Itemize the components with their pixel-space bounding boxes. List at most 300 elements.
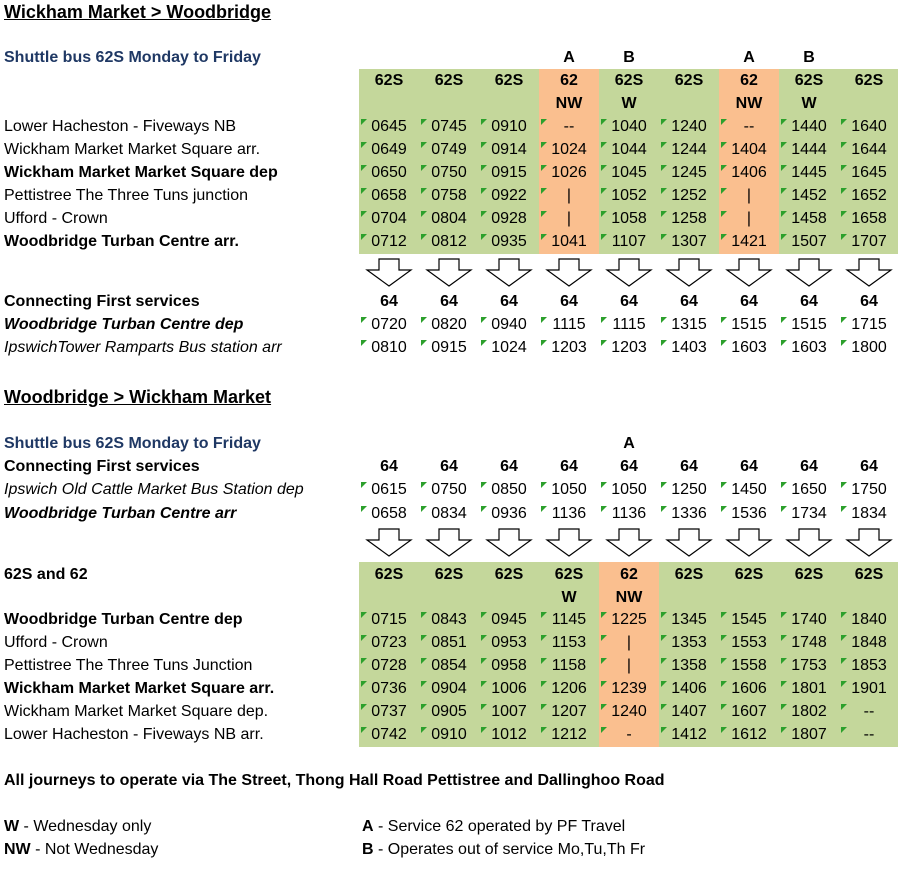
time-cell: 0742: [371, 726, 407, 743]
time-cell: 0928: [491, 210, 527, 227]
stop-name: Pettistree The Three Tuns Junction: [4, 657, 253, 674]
cell-marker: [841, 482, 847, 488]
legend-key: W: [4, 818, 20, 835]
time-cell: 1024: [491, 339, 527, 356]
time-cell: 0834: [431, 505, 467, 522]
time-cell: 1734: [791, 505, 827, 522]
time-cell: 0712: [371, 233, 407, 250]
cell-marker: [781, 188, 787, 194]
time-cell: 0758: [431, 187, 467, 204]
time-cell: 0945: [491, 611, 527, 628]
down-arrow-icon: [365, 528, 413, 558]
time-cell: 0922: [491, 187, 527, 204]
cell-marker: [661, 612, 667, 618]
time-cell: 0750: [431, 481, 467, 498]
time-cell: 1536: [731, 505, 767, 522]
time-cell: 1404: [731, 141, 767, 158]
shuttle-label: 62S and 62: [4, 566, 88, 583]
time-cell: 0915: [431, 339, 467, 356]
time-cell: 1406: [671, 680, 707, 697]
cell-marker: [601, 506, 607, 512]
time-cell: 1024: [551, 141, 587, 158]
service-number: 64: [800, 458, 818, 475]
cell-marker: [661, 317, 667, 323]
cell-marker: [661, 165, 667, 171]
stop-name: Wickham Market Market Square arr.: [4, 680, 275, 697]
time-cell: 1644: [851, 141, 887, 158]
legend-item: [4, 818, 151, 836]
cell-marker: [481, 635, 487, 641]
service-number: 62S: [674, 72, 704, 89]
cell-marker: [481, 612, 487, 618]
time-cell: 0854: [431, 657, 467, 674]
cell-marker: [721, 119, 727, 125]
legend-item: [362, 818, 625, 836]
service-note: NW: [555, 95, 583, 112]
service-number: 62S: [554, 566, 584, 583]
time-cell: 1115: [612, 316, 646, 333]
cell-marker: [841, 165, 847, 171]
time-cell: --: [863, 726, 875, 743]
cell-marker: [721, 727, 727, 733]
time-cell: 1345: [671, 611, 707, 628]
time-cell: 1158: [551, 657, 587, 674]
cell-marker: [841, 142, 847, 148]
time-cell: 1650: [791, 481, 827, 498]
service-note: W: [621, 95, 637, 112]
time-cell: 0936: [491, 505, 527, 522]
cell-marker: [421, 188, 427, 194]
cell-marker: [541, 188, 547, 194]
down-arrow-icon: [485, 258, 533, 288]
time-cell: 1145: [551, 611, 587, 628]
cell-marker: [361, 635, 367, 641]
cell-marker: [481, 340, 487, 346]
time-cell: 1153: [551, 634, 587, 651]
time-cell: 1007: [491, 703, 527, 720]
time-cell: 1012: [491, 726, 527, 743]
cell-marker: [721, 188, 727, 194]
time-cell: 0810: [371, 339, 407, 356]
cell-marker: [361, 211, 367, 217]
cell-marker: [361, 165, 367, 171]
time-cell: 1044: [611, 141, 647, 158]
cell-marker: [841, 635, 847, 641]
time-cell: 0905: [431, 703, 467, 720]
service-note: W: [801, 95, 817, 112]
service-number: 62S: [674, 566, 704, 583]
cell-marker: [361, 506, 367, 512]
stop-name: IpswichTower Ramparts Bus station arr: [4, 339, 282, 356]
service-number: 64: [860, 293, 878, 310]
down-arrow-icon: [785, 258, 833, 288]
time-cell: 1203: [551, 339, 587, 356]
cell-marker: [721, 704, 727, 710]
cell-marker: [781, 211, 787, 217]
cell-marker: [721, 681, 727, 687]
time-cell: 1026: [551, 164, 587, 181]
cell-marker: [661, 658, 667, 664]
cell-marker: [421, 211, 427, 217]
cell-marker: [361, 658, 367, 664]
cell-marker: [481, 727, 487, 733]
time-cell: 1834: [851, 505, 887, 522]
cell-marker: [601, 704, 607, 710]
stop-name: Ipswich Old Cattle Market Bus Station dep: [4, 481, 304, 498]
cell-marker: [661, 234, 667, 240]
cell-marker: [661, 727, 667, 733]
cell-marker: [481, 317, 487, 323]
cell-marker: [541, 211, 547, 217]
footnote-marker: A: [743, 49, 755, 66]
time-cell: 1058: [611, 210, 647, 227]
time-cell: |: [566, 187, 572, 204]
time-cell: 1658: [851, 210, 887, 227]
cell-marker: [661, 681, 667, 687]
cell-marker: [721, 612, 727, 618]
cell-marker: [361, 612, 367, 618]
time-cell: --: [863, 703, 875, 720]
time-cell: 0723: [371, 634, 407, 651]
cell-marker: [601, 635, 607, 641]
service-number: 64: [380, 293, 398, 310]
cell-marker: [361, 317, 367, 323]
cell-marker: [601, 612, 607, 618]
service-number: 64: [620, 293, 638, 310]
time-cell: 1645: [851, 164, 887, 181]
service-number: 62: [740, 72, 758, 89]
cell-marker: [661, 142, 667, 148]
time-cell: 0910: [431, 726, 467, 743]
time-cell: 1115: [552, 316, 586, 333]
time-cell: 0715: [371, 611, 407, 628]
time-cell: 1740: [791, 611, 827, 628]
cell-marker: [781, 658, 787, 664]
time-cell: 0720: [371, 316, 407, 333]
time-cell: 0650: [371, 164, 407, 181]
time-cell: 1421: [731, 233, 767, 250]
cell-marker: [781, 317, 787, 323]
time-cell: 1315: [671, 316, 707, 333]
time-cell: 0658: [371, 187, 407, 204]
cell-marker: [781, 234, 787, 240]
time-cell: 1545: [731, 611, 767, 628]
time-cell: 1250: [671, 481, 707, 498]
time-cell: 1440: [791, 118, 827, 135]
service-number: 62S: [374, 72, 404, 89]
footnote-marker: B: [803, 49, 815, 66]
time-cell: 1853: [851, 657, 887, 674]
down-arrow-icon: [365, 258, 413, 288]
stop-name: Woodbridge Turban Centre arr: [4, 505, 237, 522]
time-cell: 1707: [851, 233, 887, 250]
cell-marker: [841, 681, 847, 687]
time-cell: 1515: [731, 316, 767, 333]
cell-marker: [601, 317, 607, 323]
time-cell: 0820: [431, 316, 467, 333]
cell-marker: [541, 165, 547, 171]
cell-marker: [421, 727, 427, 733]
cell-marker: [781, 119, 787, 125]
time-cell: |: [566, 210, 572, 227]
connecting-label: Connecting First services: [4, 458, 200, 475]
time-cell: 1715: [851, 316, 887, 333]
cell-marker: [601, 681, 607, 687]
time-cell: 1258: [671, 210, 707, 227]
cell-marker: [661, 119, 667, 125]
cell-marker: [601, 658, 607, 664]
down-arrow-icon: [845, 528, 893, 558]
service-note: NW: [615, 589, 643, 606]
cell-marker: [541, 506, 547, 512]
stop-name: Woodbridge Turban Centre arr.: [4, 233, 239, 250]
cell-marker: [781, 165, 787, 171]
time-cell: 0645: [371, 118, 407, 135]
cell-marker: [841, 340, 847, 346]
time-cell: 1252: [671, 187, 707, 204]
cell-marker: [841, 506, 847, 512]
service-number: 64: [680, 293, 698, 310]
time-cell: 1239: [611, 680, 647, 697]
cell-marker: [541, 635, 547, 641]
time-cell: 1353: [671, 634, 707, 651]
cell-marker: [481, 482, 487, 488]
time-cell: 0812: [431, 233, 467, 250]
time-cell: 1452: [791, 187, 827, 204]
cell-marker: [541, 482, 547, 488]
down-arrow-icon: [605, 528, 653, 558]
stop-name: Wickham Market Market Square dep.: [4, 703, 269, 720]
time-cell: 1553: [731, 634, 767, 651]
time-cell: 0910: [491, 118, 527, 135]
time-cell: 0728: [371, 657, 407, 674]
service-number: 64: [680, 458, 698, 475]
down-arrow-icon: [545, 258, 593, 288]
time-cell: 1203: [611, 339, 647, 356]
cell-marker: [421, 658, 427, 664]
cell-marker: [361, 704, 367, 710]
down-arrow-icon: [845, 258, 893, 288]
time-cell: 0649: [371, 141, 407, 158]
service-number: 64: [560, 293, 578, 310]
footnote-marker: A: [623, 435, 635, 452]
time-cell: 1403: [671, 339, 707, 356]
time-cell: 0915: [491, 164, 527, 181]
service-note: W: [561, 589, 577, 606]
down-arrow-icon: [545, 528, 593, 558]
down-arrow-icon: [725, 528, 773, 558]
cell-marker: [481, 188, 487, 194]
legend-text: - Not Wednesday: [30, 841, 159, 858]
stop-name: Ufford - Crown: [4, 634, 108, 651]
down-arrow-icon: [425, 258, 473, 288]
cell-marker: [601, 211, 607, 217]
time-cell: 1240: [671, 118, 707, 135]
time-cell: 1041: [551, 233, 587, 250]
service-note: NW: [735, 95, 763, 112]
cell-marker: [601, 482, 607, 488]
time-cell: 0704: [371, 210, 407, 227]
time-cell: 1515: [791, 316, 827, 333]
cell-marker: [541, 612, 547, 618]
cell-marker: [361, 119, 367, 125]
time-cell: 1801: [791, 680, 827, 697]
time-cell: 1050: [611, 481, 647, 498]
service-number: 62S: [494, 566, 524, 583]
time-cell: 1458: [791, 210, 827, 227]
time-cell: 1652: [851, 187, 887, 204]
cell-marker: [841, 211, 847, 217]
time-cell: 0904: [431, 680, 467, 697]
section-title: Wickham Market > Woodbridge: [4, 2, 272, 22]
cell-marker: [481, 506, 487, 512]
time-cell: 1607: [731, 703, 767, 720]
service-number: 64: [440, 293, 458, 310]
service-number: 64: [380, 458, 398, 475]
cell-marker: [361, 482, 367, 488]
cell-marker: [541, 681, 547, 687]
time-cell: 1206: [551, 680, 587, 697]
service-number: 64: [500, 458, 518, 475]
cell-marker: [541, 340, 547, 346]
legend-key: B: [362, 841, 374, 858]
legend-item: [4, 841, 158, 859]
cell-marker: [661, 340, 667, 346]
legend-text: - Service 62 operated by PF Travel: [373, 818, 626, 835]
cell-marker: [361, 188, 367, 194]
time-cell: 1450: [731, 481, 767, 498]
service-number: 62S: [434, 566, 464, 583]
cell-marker: [721, 234, 727, 240]
legend-item: [362, 841, 645, 859]
time-cell: 0843: [431, 611, 467, 628]
cell-marker: [781, 506, 787, 512]
cell-marker: [781, 681, 787, 687]
cell-marker: [421, 234, 427, 240]
time-cell: 1136: [611, 505, 647, 522]
section-subtitle: Shuttle bus 62S Monday to Friday: [4, 49, 261, 66]
cell-marker: [721, 635, 727, 641]
section-subtitle: Shuttle bus 62S Monday to Friday: [4, 435, 261, 452]
cell-marker: [421, 482, 427, 488]
cell-marker: [661, 635, 667, 641]
time-cell: 1840: [851, 611, 887, 628]
time-cell: 1136: [551, 505, 587, 522]
cell-marker: [421, 317, 427, 323]
cell-marker: [841, 727, 847, 733]
service-number: 64: [440, 458, 458, 475]
cell-marker: [601, 727, 607, 733]
time-cell: 0750: [431, 164, 467, 181]
cell-marker: [421, 635, 427, 641]
time-cell: |: [746, 210, 752, 227]
cell-marker: [541, 119, 547, 125]
footnote-marker: B: [623, 49, 635, 66]
time-cell: 1848: [851, 634, 887, 651]
time-cell: 1225: [611, 611, 647, 628]
cell-marker: [721, 658, 727, 664]
cell-marker: [601, 188, 607, 194]
down-arrow-icon: [725, 258, 773, 288]
time-cell: 0935: [491, 233, 527, 250]
cell-marker: [841, 658, 847, 664]
service-number: 62S: [614, 72, 644, 89]
time-cell: 1807: [791, 726, 827, 743]
time-cell: 0953: [491, 634, 527, 651]
cell-marker: [541, 704, 547, 710]
time-cell: 1050: [551, 481, 587, 498]
service-number: 64: [560, 458, 578, 475]
time-cell: 1445: [791, 164, 827, 181]
down-arrow-icon: [425, 528, 473, 558]
stop-name: Wickham Market Market Square dep: [4, 164, 278, 181]
cell-marker: [661, 704, 667, 710]
time-cell: 1412: [671, 726, 707, 743]
cell-marker: [841, 119, 847, 125]
cell-marker: [661, 506, 667, 512]
time-cell: 1750: [851, 481, 887, 498]
stop-name: Lower Hacheston - Fiveways NB arr.: [4, 726, 264, 743]
service-number: 64: [740, 293, 758, 310]
time-cell: 1612: [731, 726, 767, 743]
time-cell: 1603: [731, 339, 767, 356]
service-number: 62S: [794, 72, 824, 89]
down-arrow-icon: [665, 528, 713, 558]
cell-marker: [781, 704, 787, 710]
cell-marker: [421, 704, 427, 710]
stop-name: Pettistree The Three Tuns junction: [4, 187, 248, 204]
time-cell: -: [626, 726, 632, 743]
stop-name: Lower Hacheston - Fiveways NB: [4, 118, 237, 135]
cell-marker: [601, 165, 607, 171]
via-note: All journeys to operate via The Street, Thong Hall Road Pettistree and Dallinghoo Road: [4, 772, 665, 789]
cell-marker: [421, 506, 427, 512]
section-title: Woodbridge > Wickham Market: [4, 387, 272, 407]
time-cell: 0749: [431, 141, 467, 158]
cell-marker: [421, 165, 427, 171]
cell-marker: [721, 482, 727, 488]
time-cell: 1640: [851, 118, 887, 135]
time-cell: 1406: [731, 164, 767, 181]
time-cell: 1040: [611, 118, 647, 135]
cell-marker: [661, 188, 667, 194]
cell-marker: [481, 658, 487, 664]
cell-marker: [781, 482, 787, 488]
cell-marker: [481, 119, 487, 125]
cell-marker: [601, 234, 607, 240]
cell-marker: [781, 340, 787, 346]
cell-marker: [481, 681, 487, 687]
time-cell: 1245: [671, 164, 707, 181]
cell-marker: [601, 340, 607, 346]
cell-marker: [721, 317, 727, 323]
cell-marker: [541, 317, 547, 323]
cell-marker: [721, 340, 727, 346]
time-cell: 1240: [611, 703, 647, 720]
time-cell: 0745: [431, 118, 467, 135]
cell-marker: [421, 340, 427, 346]
cell-marker: [601, 119, 607, 125]
time-cell: --: [743, 118, 755, 135]
footnote-marker: A: [563, 49, 575, 66]
stop-name: Woodbridge Turban Centre dep: [4, 316, 244, 333]
time-cell: 1212: [551, 726, 587, 743]
time-cell: 1107: [611, 233, 647, 250]
time-cell: 1901: [851, 680, 887, 697]
time-cell: 0804: [431, 210, 467, 227]
service-number: 64: [860, 458, 878, 475]
time-cell: 1800: [851, 339, 887, 356]
